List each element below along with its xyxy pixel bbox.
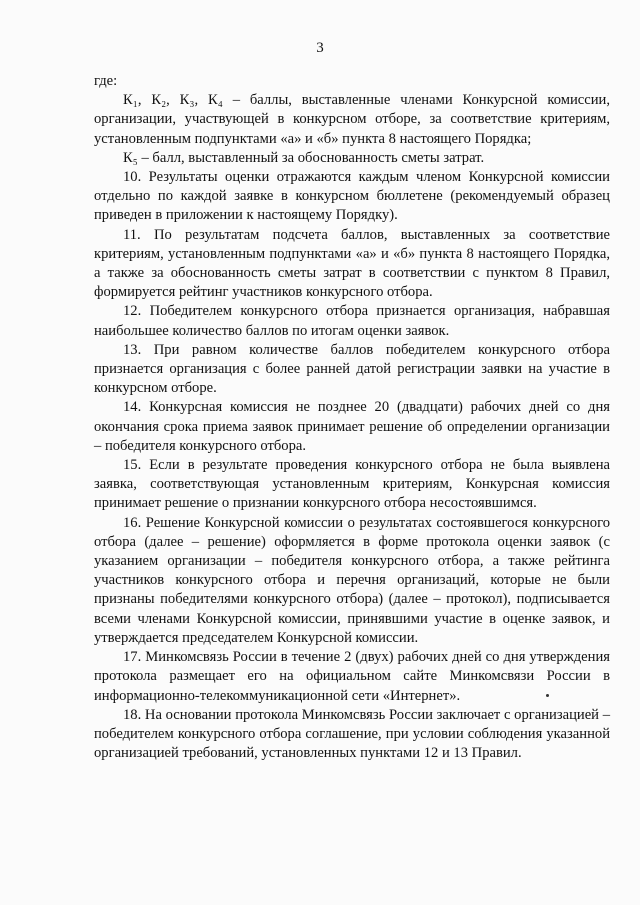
- paragraph-item-12: 12. Победителем конкурсного отбора признается организация, набравшая наибольшее количество баллов по итогам оценки заявок.: [94, 303, 610, 339]
- paragraph-k5-definition: К₅ – балл, выставленный за обоснованность сметы затрат.: [123, 149, 485, 166]
- paragraph-where: где:: [94, 73, 118, 89]
- paragraph-item-14: 14. Конкурсная комиссия не позднее 20 (двадцати) рабочих дней со дня окончания срока приема заявок принимает решение об определении организации – победителя конкурсного отбора.: [94, 399, 610, 454]
- paragraph-item-11: 11. По результатам подсчета баллов, выставленных за соответствие критериям, установленным подпунктами «а» и «б» пункта 8 настоящего Порядка, а также за обоснованность сметы затрат в соответствии с пунктом 8 Правил, формируется рейтинг участников конкурсного отбора.: [94, 226, 610, 301]
- scan-speck: [546, 694, 549, 697]
- paragraph-item-15: 15. Если в результате проведения конкурсного отбора не была выявлена заявка, соответствующая установленным критериям, Конкурсная комиссия принимает решение о признании конкурсного отбора несостоявшимся.: [94, 457, 610, 512]
- paragraph-k1-k4-definition: К₁, К₂, К₃, К₄ – баллы, выставленные членами Конкурсной комиссии, организации, участвующей в конкурсном отборе, за соответствие критериям, установленным подпунктами «а» и «б» пункта 8 настоящего Порядка;: [94, 92, 610, 147]
- paragraph-item-13: 13. При равном количестве баллов победителем конкурсного отбора признается организация с более ранней датой регистрации заявки на участие в конкурсном отборе.: [94, 341, 610, 397]
- paragraph-item-18: 18. На основании протокола Минкомсвязь России заключает с организацией – победителем конкурсного отбора соглашение, при условии соблюдения указанной организацией требований, установленных пунктами 12 и 13 Правил.: [94, 706, 610, 762]
- paragraph-item-10: 10. Результаты оценки отражаются каждым членом Конкурсной комиссии отдельно по каждой заявке в конкурсном бюллетене (рекомендуемый образец приведен в приложении к настоящему Порядку).: [94, 169, 610, 224]
- paragraph-item-16: 16. Решение Конкурсной комиссии о результатах состоявшегося конкурсного отбора (далее – решение) оформляется в форме протокола оценки заявок (с указанием организации – победителя конкурсного отбора, а также рейтинга участников конкурсного отбора и перечня организаций, которые не были признаны победителями конкурсного отбора) (далее – протокол), подписывается всеми членами Конкурсной комиссии, принявшими участие в оценке заявок, и утверждается председателем Конкурсной комиссии.: [94, 514, 610, 646]
- document-body: [94, 72, 610, 763]
- paragraph-item-17: 17. Минкомсвязь России в течение 2 (двух) рабочих дней со дня утверждения протокола размещает его на официальном сайте Минкомсвязи России в информационно-телекоммуникационной сети «Интернет».: [94, 649, 610, 704]
- page-number: 3: [316, 40, 324, 56]
